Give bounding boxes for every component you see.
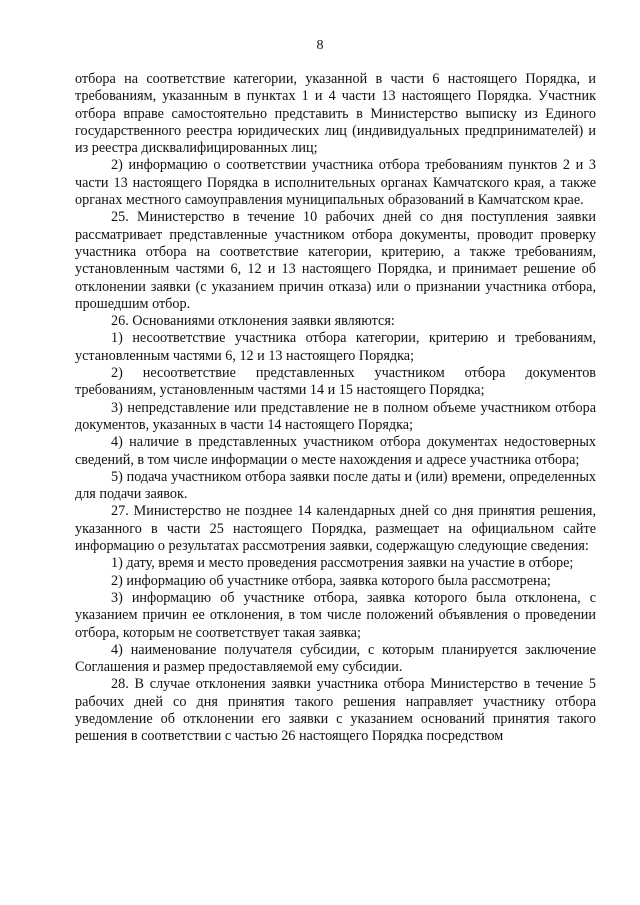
paragraph: 1) дату, время и место проведения рассмотрения заявки на участие в отборе; [111, 555, 574, 572]
paragraph: 4) наличие в представленных участником отбора документах недостоверных сведений, в том числе информации о месте нахождения и адресе участника отбора; [75, 434, 596, 468]
paragraph: 5) подача участником отбора заявки после даты и (или) времени, определенных для подачи заявок. [75, 468, 596, 503]
paragraph: 2) информацию об участнике отбора, заявка которого была рассмотрена; [111, 572, 551, 589]
page-number: 8 [316, 38, 324, 53]
paragraph: 2) информацию о соответствии участника отбора требованиям пунктов 2 и 3 части 13 настоящего Порядка в исполнительных органах Камчатского края, а также органах местного самоуправления муниципальных образований в Камчатском крае. [75, 157, 596, 209]
paragraph: 28. В случае отклонения заявки участника отбора Министерство в течение 5 рабочих дней со дня принятия такого решения направляет участнику отбора уведомление об отклонении его заявки с указанием оснований принятия такого решения в соответствии с частью 26 настоящего Порядка посредством [75, 676, 596, 745]
paragraph: 4) наименование получателя субсидии, с которым планируется заключение Соглашения и размер предоставляемой ему субсидии. [75, 641, 596, 676]
paragraph: 26. Основаниями отклонения заявки являются: [111, 313, 395, 330]
paragraph: 2) несоответствие представленных участником отбора документов требованиям, установленным частями 14 и 15 настоящего Порядка; [75, 365, 596, 399]
document-body [75, 71, 596, 746]
paragraph: 27. Министерство не позднее 14 календарных дней со дня принятия решения, указанного в части 25 настоящего Порядка, размещает на официальном сайте информацию о результатах рассмотрения заявки, содержащую следующие сведения: [75, 503, 596, 555]
paragraph: отбора на соответствие категории, указанной в части 6 настоящего Порядка, и требованиям, указанным в пунктах 1 и 4 части 13 настоящего Порядка. Участник отбора вправе самостоятельно представить в Министерство выписку из Единого государственного реестра юридических лиц (индивидуальных предпринимателей) и из реестра дисквалифицированных лиц; [75, 71, 596, 157]
paragraph: 25. Министерство в течение 10 рабочих дней со дня поступления заявки рассматривает представленные участником отбора документы, проводит проверку участника отбора на соответствие категории, критерию, а также требованиям, установленным частями 6, 12 и 13 настоящего Порядка, и принимает решение об отклонении заявки (с указанием причин отказа) или о признании участника отбора, прошедшим отбор. [75, 209, 596, 312]
paragraph: 3) непредставление или представление не в полном объеме участником отбора документов, указанных в части 14 настоящего Порядка; [75, 399, 596, 433]
paragraph: 1) несоответствие участника отбора категории, критерию и требованиям, установленным частями 6, 12 и 13 настоящего Порядка; [75, 330, 596, 364]
paragraph: 3) информацию об участнике отбора, заявка которого была отклонена, с указанием причин ее отклонения, в том числе положений объявления о проведении отбора, которым не соответствует такая заявка; [75, 589, 596, 641]
